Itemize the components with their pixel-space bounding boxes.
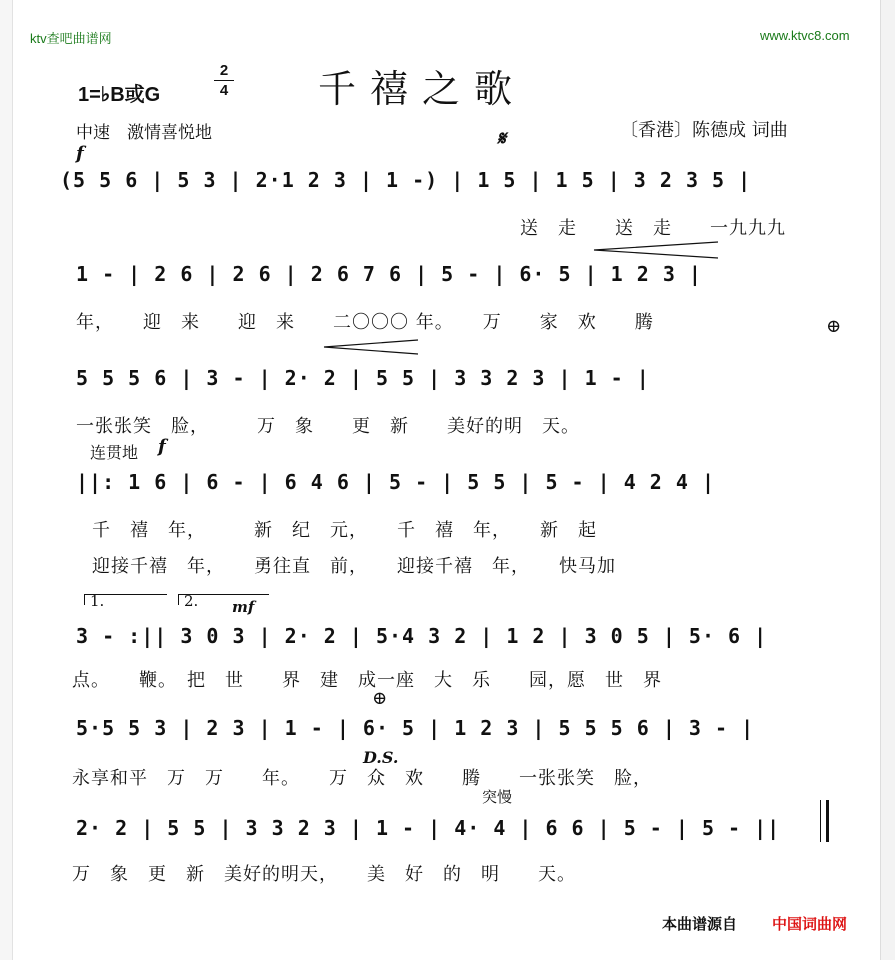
footer-source-label: 本曲谱源自 (662, 916, 738, 933)
dynamic-f-chorus: f (158, 436, 166, 457)
key-signature: 1=♭B或G (78, 84, 161, 106)
tempo-marking: 中速 激情喜悦地 (76, 123, 212, 143)
header-left-site: ktv查吧曲谱网 (30, 31, 112, 46)
legato-marking: 连贯地 (90, 443, 139, 462)
system-1-lyrics: 送 走 送 走 一九九九 (520, 218, 786, 239)
volta-second: 2. (184, 592, 199, 610)
left-margin-strip (0, 0, 13, 960)
system-1-notes: (5 5 6 | 5 3 | 2·1 2 3 | 1 -) | 1 5 | 1 5 | 3 2 3 5 | (60, 168, 752, 192)
registration-crosshair-icon: ⊕ (372, 688, 388, 709)
volta-second-bracket (178, 594, 269, 605)
volta-first: 1. (90, 592, 105, 610)
system-2-lyrics: 年， 迎 来 迎 来 二〇〇〇 年。 万 家 欢 腾 (76, 312, 654, 333)
ritardando-marking: 突慢 (482, 788, 513, 806)
final-barline (826, 800, 829, 842)
system-2-notes: 1 - | 2 6 | 2 6 | 2 6 7 6 | 5 - | 6· 5 | 1 2 3 | (76, 262, 702, 286)
time-signature (214, 62, 234, 99)
system-5-lyrics: 点。 鞭。 把 世 界 建 成一座 大 乐 园，愿 世 界 (72, 670, 662, 691)
dynamic-mf: mf (232, 598, 255, 616)
volta-first-bracket (84, 594, 167, 605)
footer-source-site: 中国词曲网 (772, 916, 848, 933)
song-title: 千禧之歌 (318, 67, 527, 111)
registration-crosshair-icon: ⊕ (826, 316, 842, 337)
time-signature-bottom: 4 (219, 82, 229, 99)
system-6-lyrics: 永享和平 万 万 年。 万 众 欢 腾 一张张笑 脸， (72, 768, 652, 789)
system-4-lyrics-verse-2: 迎接千禧 年， 勇往直 前， 迎接千禧 年， 快马加 (92, 556, 616, 577)
segno-sign: 𝄋 (497, 126, 506, 150)
system-5-notes: 3 - :|| 3 0 3 | 2· 2 | 5·4 3 2 | 1 2 | 3 0 5 | 5· 6 | (76, 624, 768, 648)
composer-credit: 〔香港〕陈德成 词曲 (620, 120, 788, 141)
system-6-notes: 5·5 5 3 | 2 3 | 1 - | 6· 5 | 1 2 3 | 5 5 5 6 | 3 - | (76, 716, 755, 740)
system-7-lyrics: 万 象 更 新 美好的明天， 美 好 的 明 天。 (72, 864, 576, 885)
time-signature-bar (214, 80, 234, 81)
dal-segno-marking: D.S. (363, 748, 399, 767)
header-right-site: www.ktvc8.com (760, 28, 850, 43)
dynamic-f-intro: f (76, 143, 84, 164)
system-7-notes: 2· 2 | 5 5 | 3 3 2 3 | 1 - | 4· 4 | 6 6 | 5 - | 5 - || (76, 816, 781, 840)
crescendo-hairpin-1 (590, 240, 720, 260)
system-3-lyrics: 一张张笑 脸， 万 象 更 新 美好的明 天。 (76, 416, 580, 437)
final-barline-thin (820, 800, 821, 842)
crescendo-hairpin-2 (320, 338, 420, 356)
system-4-notes: ||: 1 6 | 6 - | 6 4 6 | 5 - | 5 5 | 5 - | 4 2 4 | (76, 470, 716, 494)
system-3-notes: 5 5 5 6 | 3 - | 2· 2 | 5 5 | 3 3 2 3 | 1 - | (76, 366, 650, 390)
right-margin-strip (880, 0, 895, 960)
system-4-lyrics-verse-1: 千 禧 年， 新 纪 元， 千 禧 年， 新 起 (92, 520, 597, 541)
time-signature-top: 2 (219, 62, 229, 79)
